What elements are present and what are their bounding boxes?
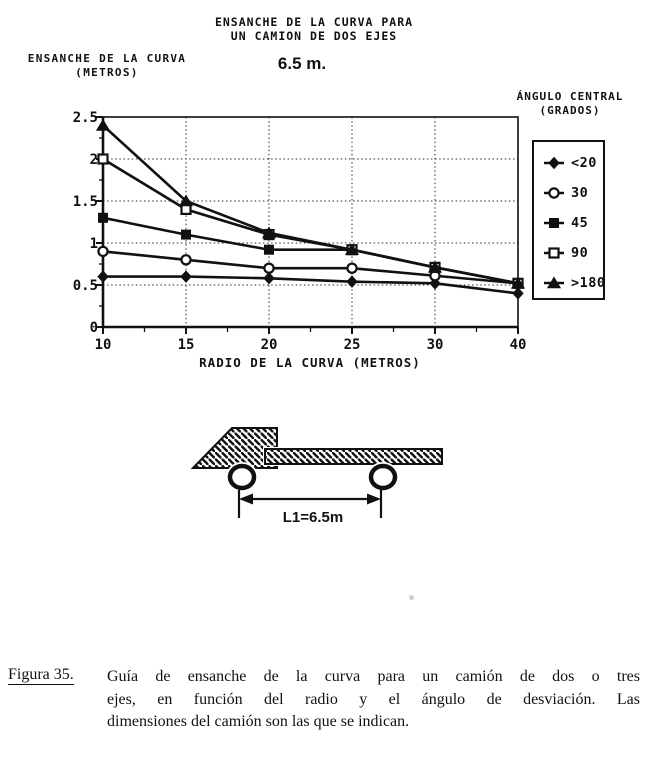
legend-item <box>534 238 603 268</box>
truck-diagram <box>150 400 480 535</box>
scan-artifact-dot <box>409 595 414 600</box>
x-tick-label: 15 <box>177 337 195 353</box>
truck-length-subtitle: 6.5 m. <box>277 54 327 73</box>
chart-axes <box>96 117 518 334</box>
curve-widening-line-chart <box>40 105 540 380</box>
chart-gridlines <box>103 117 518 327</box>
legend-title-line1: ÁNGULO CENTRAL <box>516 90 624 103</box>
legend-item <box>534 268 606 298</box>
caption-line: ejes, en función del radio y el ángulo de desviación. Las <box>107 690 640 708</box>
x-tick-label: 10 <box>94 337 112 353</box>
legend-item <box>534 178 603 208</box>
wheelbase-dimension-label: L1=6.5m <box>282 509 344 526</box>
legend-marker-square-open-icon <box>540 245 568 261</box>
y-tick-label: 0 <box>89 320 98 336</box>
y-tick-label: 0.5 <box>72 278 98 294</box>
y-tick-label: 1.5 <box>72 194 98 210</box>
legend-marker-square-filled-icon <box>540 215 568 231</box>
legend-marker-diamond-filled-icon <box>540 155 568 171</box>
chart-title-line2: UN CAMION DE DOS EJES <box>230 28 398 43</box>
x-axis-title: RADIO DE LA CURVA (METROS) <box>199 355 421 370</box>
legend-title-line2: (GRADOS) <box>539 103 601 117</box>
legend-box <box>532 140 605 300</box>
y-axis-title <box>17 52 197 79</box>
caption-line: dimensiones del camión son las que se indican. <box>107 713 410 730</box>
figure-caption-text <box>107 666 640 734</box>
truck-front-wheel <box>226 462 258 492</box>
y-axis-title-line2: (METROS) <box>75 65 139 79</box>
legend-marker-triangle-filled-icon <box>540 275 568 291</box>
y-tick-label: 2 <box>89 152 98 168</box>
legend-item <box>534 148 603 178</box>
y-tick-label: 2.5 <box>72 110 98 126</box>
legend-item-label: >180 <box>571 275 606 291</box>
legend-item-label: <20 <box>571 155 597 171</box>
legend-item-label: 90 <box>571 245 589 261</box>
chart-series <box>97 120 524 299</box>
figure-caption-label: Figura 35. <box>8 666 74 683</box>
truck-rear-wheel <box>367 462 399 492</box>
legend-item-label: 30 <box>571 185 589 201</box>
y-tick-label: 1 <box>89 236 98 252</box>
chart-title <box>64 16 564 43</box>
x-axis-tick-labels <box>95 337 527 353</box>
legend-item <box>534 208 603 238</box>
legend-item-label: 45 <box>571 215 589 231</box>
x-tick-label: 20 <box>260 337 278 353</box>
chart-title-line1: ENSANCHE DE LA CURVA PARA <box>214 15 414 29</box>
y-axis-tick-labels <box>73 110 98 336</box>
legend-marker-circle-open-icon <box>540 185 568 201</box>
y-axis-title-line1: ENSANCHE DE LA CURVA <box>27 52 187 65</box>
x-tick-label: 25 <box>343 337 361 353</box>
x-tick-label: 30 <box>426 337 444 353</box>
caption-line: Guía de ensanche de la curva para un camión de dos o tres <box>107 668 640 685</box>
x-tick-label: 40 <box>509 337 527 353</box>
truck-bed <box>265 449 442 464</box>
